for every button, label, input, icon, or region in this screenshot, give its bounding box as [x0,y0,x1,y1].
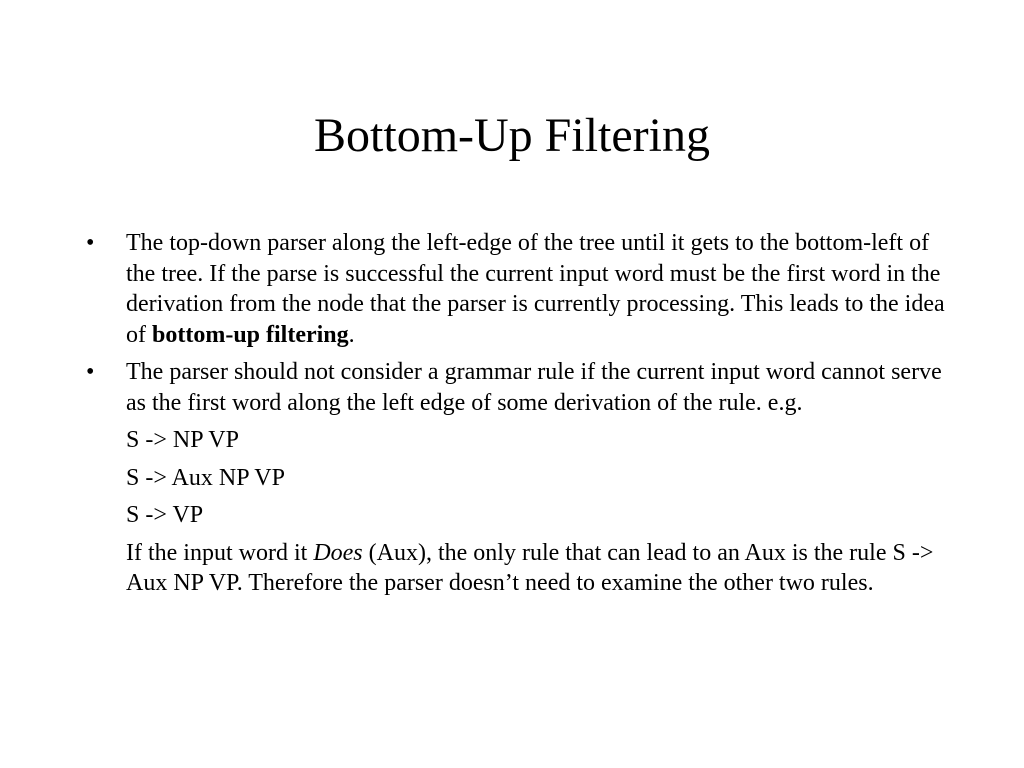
grammar-rule: S -> VP [126,502,204,528]
italic-term: Does [313,539,363,566]
bullet-text: The top-down parser along the left-edge of the tree until it gets to the bottom-left of the tree. If the parse is successful the current input word must be the first word in the derivation from the node that the parser is currently processing. This leads to the idea of bottom-up filtering. [126,230,945,348]
bold-term: bottom-up filtering [152,321,349,348]
slide-title: Bottom-Up Filtering [314,109,710,162]
bullet-icon: • [86,230,95,256]
grammar-rule: S -> NP VP [126,427,239,453]
bullet-item [86,357,946,418]
bullet-icon: • [86,359,95,385]
conclusion-paragraph: If the input word it Does (Aux), the only rule that can lead to an Aux is the rule S -> Aux NP VP. Therefore the parser doesn’t need to examine the other two rules. [126,539,934,596]
bullet-text: The parser should not consider a grammar rule if the current input word cannot serve as the first word along the left edge of some derivation of the rule. e.g. [126,359,942,416]
bullet-item [86,228,946,350]
grammar-rules [86,425,946,531]
slide-body [86,228,946,599]
grammar-rule: S -> Aux NP VP [126,464,285,491]
